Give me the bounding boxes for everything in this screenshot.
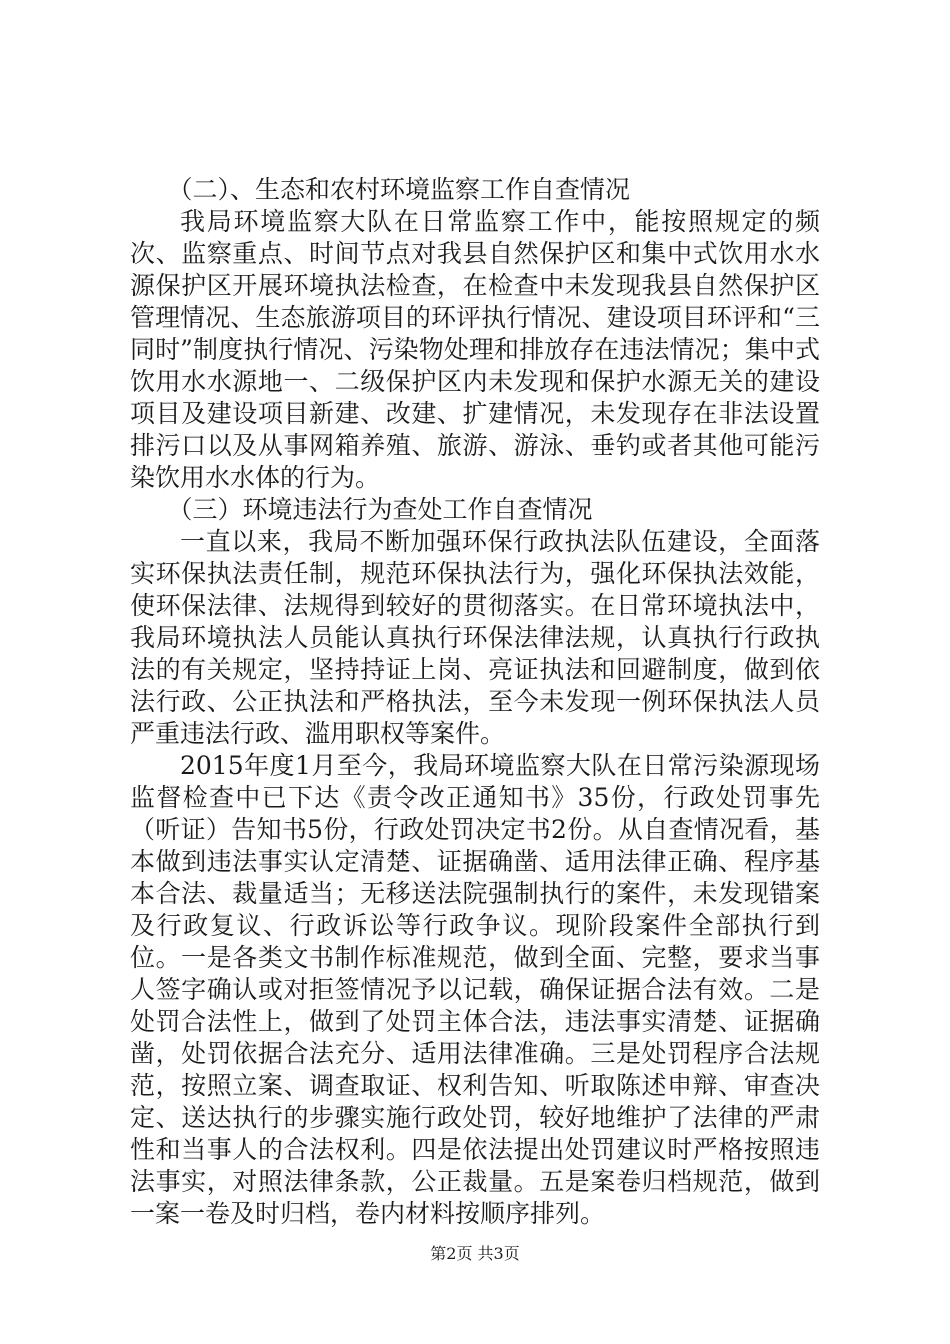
section-heading-2: （二）、生态和农村环境监察工作自查情况: [167, 175, 631, 204]
section-heading-3: （三）环境违法行为查处工作自查情况: [167, 495, 593, 524]
page-footer: 第2页 共3页: [430, 1244, 520, 1263]
body-paragraph: 2015年度1月至今，我局环境监察大队在日常污染源现场监督检查中已下达《责令改正通知书》35份，行政处罚事先（听证）告知书5份，行政处罚决定书2份。从自查情况看，基本做到违法事实认定清楚、证据确凿、适用法律正确、程序基本合法、裁量适当；无移送法院强制执行的案件，未发现错案及行政复议、行政诉讼等行政争议。现阶段案件全部执行到位。一是各类文书制作标准规范，做到全面、完整，要求当事人签字确认或对拒签情况予以记载，确保证据合法有效。二是处罚合法性上，做到了处罚主体合法，违法事实清楚、证据确凿，处罚依据合法充分、适用法律准确。三是处罚程序合法规范，按照立案、调查取证、权利告知、听取陈述申辩、审查决定、送达执行的步骤实施行政处罚，较好地维护了法律的严肃性和当事人的合法权利。四是依法提出处罚建议时严格按照违法事实，对照法律条款，公正裁量。五是案卷归档规范，做到一案一卷及时归档，卷内材料按顺序排列。: [130, 751, 820, 1228]
body-paragraph: 我局环境监察大队在日常监察工作中，能按照规定的频次、监察重点、时间节点对我县自然保护区和集中式饮用水水源保护区开展环境执法检查，在检查中未发现我县自然保护区管理情况、生态旅游项目的环评执行情况、建设项目环评和“三同时”制度执行情况、污染物处理和排放存在违法情况；集中式饮用水水源地一、二级保护区内未发现和保护水源无关的建设项目及建设项目新建、改建、扩建情况，未发现存在非法设置排污口以及从事网箱养殖、旅游、游泳、垂钓或者其他可能污染饮用水水体的行为。: [130, 207, 820, 492]
document-body: [130, 174, 820, 1230]
body-paragraph: 一直以来，我局不断加强环保行政执法队伍建设，全面落实环保执法责任制，规范环保执法行为，强化环保执法效能，使环保法律、法规得到较好的贯彻落实。在日常环境执法中，我局环境执法人员能认真执行环保法律法规，认真执行行政执法的有关规定，坚持持证上岗、亮证执法和回避制度，做到依法行政、公正执法和严格执法，至今未发现一例环保执法人员严重违法行政、滥用职权等案件。: [130, 527, 820, 748]
